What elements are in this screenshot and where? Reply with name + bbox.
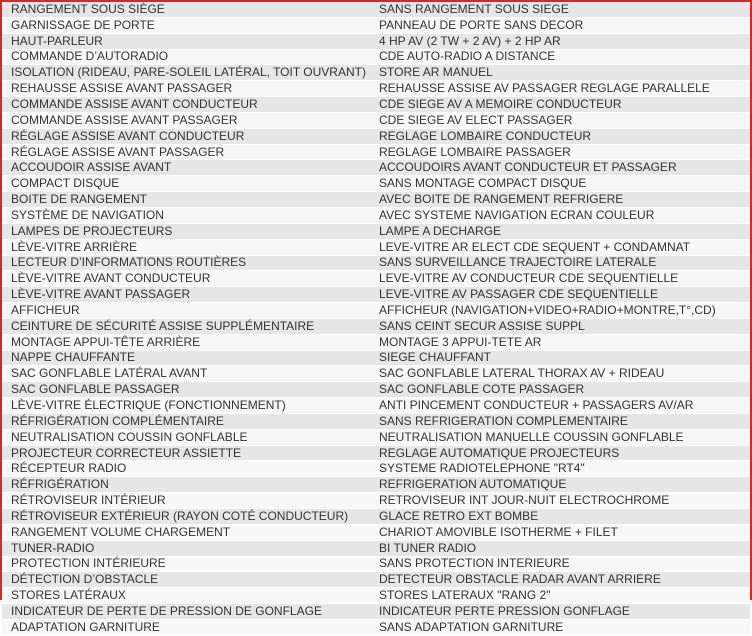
table-row xyxy=(2,318,750,334)
feature-cell: BOITE DE RANGEMENT xyxy=(2,192,370,208)
feature-cell: COMMANDE D’AUTORADIO xyxy=(2,49,370,65)
table-row xyxy=(2,382,750,398)
table-row xyxy=(2,429,750,445)
table-row xyxy=(2,112,750,128)
value-cell: SIEGE CHAUFFANT xyxy=(370,350,750,366)
feature-cell: LÈVE-VITRE ÉLECTRIQUE (FONCTIONNEMENT) xyxy=(2,398,370,414)
value-cell: CDE SIEGE AV ELECT PASSAGER xyxy=(370,112,750,128)
table-row xyxy=(2,223,750,239)
feature-cell: RÉGLAGE ASSISE AVANT PASSAGER xyxy=(2,144,370,160)
table-row xyxy=(2,17,750,33)
value-cell: STORES LATERAUX "RANG 2" xyxy=(370,588,750,604)
feature-cell: RÉTROVISEUR INTÉRIEUR xyxy=(2,493,370,509)
table-row xyxy=(2,493,750,509)
feature-cell: AFFICHEUR xyxy=(2,303,370,319)
table-row xyxy=(2,144,750,160)
value-cell: REGLAGE LOMBAIRE CONDUCTEUR xyxy=(370,128,750,144)
value-cell: PANNEAU DE PORTE SANS DECOR xyxy=(370,17,750,33)
feature-cell: SAC GONFLABLE LATÉRAL AVANT xyxy=(2,366,370,382)
table-row xyxy=(2,49,750,65)
feature-cell: STORES LATÉRAUX xyxy=(2,588,370,604)
feature-cell: RÉFRIGÉRATION COMPLÉMENTAIRE xyxy=(2,413,370,429)
table-row xyxy=(2,239,750,255)
value-cell: RETROVISEUR INT JOUR-NUIT ELECTROCHROME xyxy=(370,493,750,509)
feature-cell: SYSTÈME DE NAVIGATION xyxy=(2,207,370,223)
table-row xyxy=(2,287,750,303)
value-cell: SANS PROTECTION INTERIEURE xyxy=(370,556,750,572)
value-cell: NEUTRALISATION MANUELLE COUSSIN GONFLABLE xyxy=(370,429,750,445)
spec-table-body xyxy=(2,2,750,635)
value-cell: 4 HP AV (2 TW + 2 AV) + 2 HP AR xyxy=(370,33,750,49)
table-row xyxy=(2,509,750,525)
table-row xyxy=(2,604,750,620)
table-row xyxy=(2,81,750,97)
feature-cell: LECTEUR D’INFORMATIONS ROUTIÈRES xyxy=(2,255,370,271)
feature-cell: DÉTECTION D’OBSTACLE xyxy=(2,572,370,588)
value-cell: GLACE RETRO EXT BOMBE xyxy=(370,509,750,525)
table-row xyxy=(2,271,750,287)
value-cell: SANS MONTAGE COMPACT DISQUE xyxy=(370,176,750,192)
value-cell: SAC GONFLABLE COTE PASSAGER xyxy=(370,382,750,398)
table-row xyxy=(2,65,750,81)
value-cell: DETECTEUR OBSTACLE RADAR AVANT ARRIERE xyxy=(370,572,750,588)
feature-cell: LAMPES DE PROJECTEURS xyxy=(2,223,370,239)
table-row xyxy=(2,128,750,144)
spec-table xyxy=(2,2,750,636)
value-cell: ACCOUDOIRS AVANT CONDUCTEUR ET PASSAGER xyxy=(370,160,750,176)
feature-cell: RANGEMENT SOUS SIÈGE xyxy=(2,2,370,17)
value-cell: AFFICHEUR (NAVIGATION+VIDEO+RADIO+MONTRE,T°,CD) xyxy=(370,303,750,319)
value-cell: LEVE-VITRE AR ELECT CDE SEQUENT + CONDAMNAT xyxy=(370,239,750,255)
feature-cell: HAUT-PARLEUR xyxy=(2,33,370,49)
feature-cell: COMPACT DISQUE xyxy=(2,176,370,192)
feature-cell: NEUTRALISATION COUSSIN GONFLABLE xyxy=(2,429,370,445)
value-cell: SANS REFRIGERATION COMPLEMENTAIRE xyxy=(370,413,750,429)
value-cell: LAMPE A DECHARGE xyxy=(370,223,750,239)
feature-cell: COMMANDE ASSISE AVANT CONDUCTEUR xyxy=(2,97,370,113)
value-cell: MONTAGE 3 APPUI-TETE AR xyxy=(370,334,750,350)
table-row xyxy=(2,334,750,350)
feature-cell: RANGEMENT VOLUME CHARGEMENT xyxy=(2,524,370,540)
feature-cell: INDICATEUR DE PERTE DE PRESSION DE GONFLAGE xyxy=(2,604,370,620)
table-row xyxy=(2,2,750,17)
value-cell: LEVE-VITRE AV PASSAGER CDE SEQUENTIELLE xyxy=(370,287,750,303)
value-cell: ANTI PINCEMENT CONDUCTEUR + PASSAGERS AV/AR xyxy=(370,398,750,414)
value-cell: CHARIOT AMOVIBLE ISOTHERME + FILET xyxy=(370,524,750,540)
value-cell: STORE AR MANUEL xyxy=(370,65,750,81)
table-row xyxy=(2,303,750,319)
table-row xyxy=(2,413,750,429)
feature-cell: MONTAGE APPUI-TÊTE ARRIÈRE xyxy=(2,334,370,350)
value-cell: REHAUSSE ASSISE AV PASSAGER REGLAGE PARALLELE xyxy=(370,81,750,97)
feature-cell: REHAUSSE ASSISE AVANT PASSAGER xyxy=(2,81,370,97)
value-cell: BI TUNER RADIO xyxy=(370,540,750,556)
table-row xyxy=(2,619,750,635)
table-row xyxy=(2,350,750,366)
value-cell: AVEC SYSTEME NAVIGATION ECRAN COULEUR xyxy=(370,207,750,223)
feature-cell: GARNISSAGE DE PORTE xyxy=(2,17,370,33)
feature-cell: TUNER-RADIO xyxy=(2,540,370,556)
feature-cell: RÉGLAGE ASSISE AVANT CONDUCTEUR xyxy=(2,128,370,144)
feature-cell: LÈVE-VITRE AVANT PASSAGER xyxy=(2,287,370,303)
value-cell: CDE SIEGE AV A MEMOIRE CONDUCTEUR xyxy=(370,97,750,113)
feature-cell: PROTECTION INTÉRIEURE xyxy=(2,556,370,572)
feature-cell: SAC GONFLABLE PASSAGER xyxy=(2,382,370,398)
table-row xyxy=(2,97,750,113)
table-row xyxy=(2,461,750,477)
feature-cell: ACCOUDOIR ASSISE AVANT xyxy=(2,160,370,176)
table-row xyxy=(2,524,750,540)
feature-cell: COMMANDE ASSISE AVANT PASSAGER xyxy=(2,112,370,128)
feature-cell: LÈVE-VITRE ARRIÈRE xyxy=(2,239,370,255)
table-row xyxy=(2,33,750,49)
table-row xyxy=(2,176,750,192)
table-row xyxy=(2,192,750,208)
value-cell: REGLAGE AUTOMATIQUE PROJECTEURS xyxy=(370,445,750,461)
value-cell: REGLAGE LOMBAIRE PASSAGER xyxy=(370,144,750,160)
table-row xyxy=(2,366,750,382)
value-cell: CDE AUTO-RADIO A DISTANCE xyxy=(370,49,750,65)
value-cell: SANS SURVEILLANCE TRAJECTOIRE LATERALE xyxy=(370,255,750,271)
value-cell: SAC GONFLABLE LATERAL THORAX AV + RIDEAU xyxy=(370,366,750,382)
feature-cell: RÉCEPTEUR RADIO xyxy=(2,461,370,477)
value-cell: SANS CEINT SECUR ASSISE SUPPL xyxy=(370,318,750,334)
feature-cell: PROJECTEUR CORRECTEUR ASSIETTE xyxy=(2,445,370,461)
table-row xyxy=(2,556,750,572)
table-row xyxy=(2,207,750,223)
table-row xyxy=(2,255,750,271)
feature-cell: RÉFRIGÉRATION xyxy=(2,477,370,493)
feature-cell: CEINTURE DE SÉCURITÉ ASSISE SUPPLÉMENTAIRE xyxy=(2,318,370,334)
table-row xyxy=(2,540,750,556)
feature-cell: NAPPE CHAUFFANTE xyxy=(2,350,370,366)
value-cell: SANS ADAPTATION GARNITURE xyxy=(370,619,750,635)
table-row xyxy=(2,477,750,493)
value-cell: LEVE-VITRE AV CONDUCTEUR CDE SEQUENTIELLE xyxy=(370,271,750,287)
value-cell: REFRIGERATION AUTOMATIQUE xyxy=(370,477,750,493)
table-row xyxy=(2,572,750,588)
table-row xyxy=(2,398,750,414)
table-row xyxy=(2,445,750,461)
feature-cell: ISOLATION (RIDEAU, PARE-SOLEIL LATÉRAL, TOIT OUVRANT) xyxy=(2,65,370,81)
feature-cell: RÉTROVISEUR EXTÉRIEUR (RAYON COTÉ CONDUCTEUR) xyxy=(2,509,370,525)
value-cell: SANS RANGEMENT SOUS SIEGE xyxy=(370,2,750,17)
value-cell: INDICATEUR PERTE PRESSION GONFLAGE xyxy=(370,604,750,620)
feature-cell: LÈVE-VITRE AVANT CONDUCTEUR xyxy=(2,271,370,287)
value-cell: SYSTEME RADIOTELEPHONE "RT4" xyxy=(370,461,750,477)
table-row xyxy=(2,588,750,604)
table-row xyxy=(2,160,750,176)
value-cell: AVEC BOITE DE RANGEMENT REFRIGERE xyxy=(370,192,750,208)
feature-cell: ADAPTATION GARNITURE xyxy=(2,619,370,635)
